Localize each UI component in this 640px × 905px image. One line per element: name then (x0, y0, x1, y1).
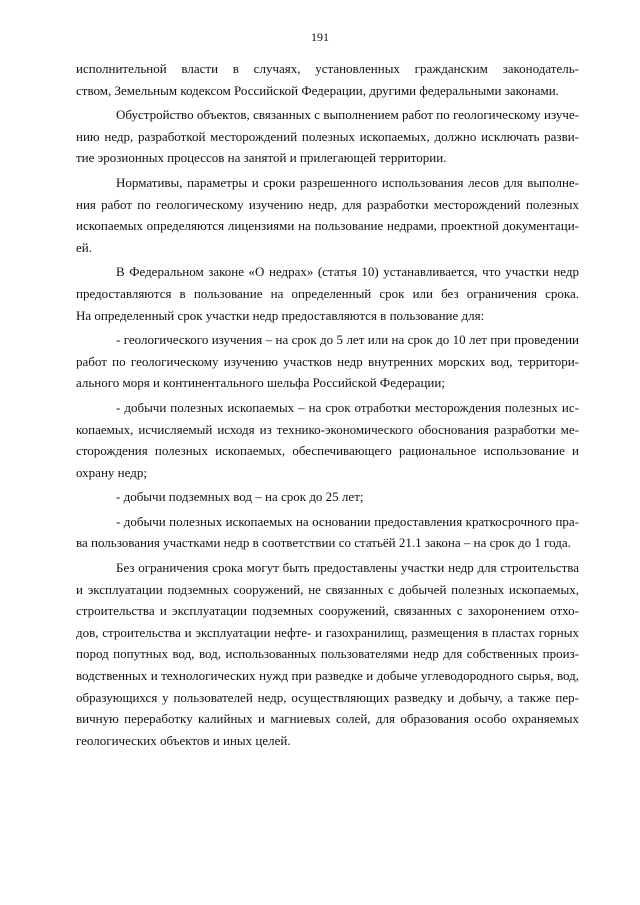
text-line: - добычи подземных вод – на срок до 25 лет; (116, 489, 364, 505)
paragraph (76, 172, 579, 258)
text-line: геологических объектов и иных целей. (76, 732, 291, 748)
text-line: - добычи полезных ископаемых – на срок отработки месторождения полезных ис- (116, 399, 579, 415)
paragraph (76, 329, 579, 394)
text-line: ния работ по геологическому изучению недр, для разработки месторождений полезных (76, 196, 579, 212)
text-line: ством, Земельным кодексом Российской Федерации, другими федеральными законами. (76, 82, 559, 98)
text-line: и эксплуатации подземных сооружений, не связанных с добычей полезных ископаемых, (76, 581, 579, 597)
text-line: ей. (76, 239, 92, 255)
text-line: - геологического изучения – на срок до 5 лет или на срок до 10 лет при проведении (116, 332, 579, 348)
text-line: ального моря и континентального шельфа Российской Федерации; (76, 375, 445, 391)
document-body (76, 58, 579, 754)
text-line: предоставляются в пользование на определенный срок или без ограничения срока. (76, 285, 579, 301)
text-line: дов, строительства и эксплуатации нефте- и газохранилищ, размещения в пластах горных (76, 624, 579, 640)
paragraph (76, 58, 579, 101)
paragraph (76, 557, 579, 751)
paragraph (76, 486, 579, 508)
text-line: сторождения полезных ископаемых, обеспечивающего рациональное использование и (76, 443, 579, 459)
text-line: нию недр, разработкой месторождений полезных ископаемых, должно исключать разви- (76, 128, 579, 144)
text-line: Без ограничения срока могут быть предоставлены участки недр для строительства (116, 560, 579, 576)
text-line: - добычи полезных ископаемых на основании предоставления краткосрочного пра- (116, 513, 579, 529)
text-line: Нормативы, параметры и сроки разрешенного использования лесов для выполне- (116, 174, 579, 190)
text-line: вичную переработку калийных и магниевых солей, для образования особо охраняемых (76, 711, 579, 727)
text-line: строительства и эксплуатации подземных сооружений, связанных с захоронением отхо- (76, 603, 579, 619)
text-line: копаемых, исчисляемый исходя из технико-экономического обоснования разработки ме- (76, 421, 579, 437)
text-line: образующихся у пользователей недр, осуществляющих разведку и добычу, а также пер- (76, 689, 579, 705)
text-line: ископаемых определяются лицензиями на пользование недрами, проектной документаци- (76, 218, 579, 234)
page-number: 191 (311, 30, 329, 44)
text-line: Обустройство объектов, связанных с выполнением работ по геологическому изуче- (116, 107, 579, 123)
paragraph (76, 261, 579, 326)
text-line: На определенный срок участки недр предоставляются в пользование для: (76, 307, 485, 323)
paragraph (76, 511, 579, 554)
paragraph (76, 397, 579, 483)
text-line: пород попутных вод, вод, использованных пользователями недр для собственных произ- (76, 646, 579, 662)
paragraph (76, 104, 579, 169)
text-line: В Федеральном законе «О недрах» (статья 10) устанавливается, что участки недр (116, 264, 579, 280)
text-line: исполнительной власти в случаях, установленных гражданским законодатель- (76, 61, 579, 76)
text-line: ва пользования участками недр в соответствии со статьёй 21.1 закона – на срок до 1 года. (76, 535, 571, 551)
text-line: охрану недр; (76, 464, 147, 480)
text-line: тие эрозионных процессов на занятой и прилегающей территории. (76, 150, 447, 166)
text-line: работ по геологическому изучению участков недр внутренних морских вод, территори- (76, 353, 579, 369)
text-line: водственных и технологических нужд при разведке и добыче углеводородного сырья, вод, (76, 668, 579, 684)
